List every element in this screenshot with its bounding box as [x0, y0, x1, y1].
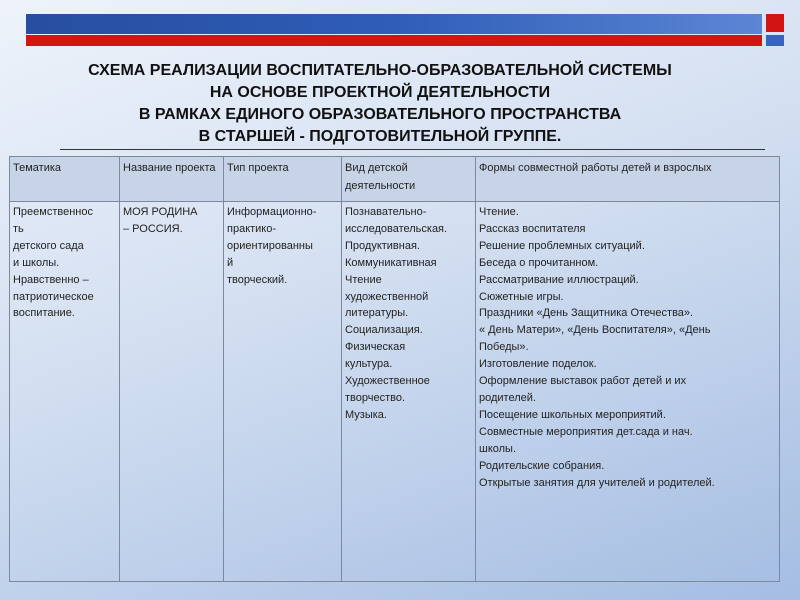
text-line: Оформление выставок работ детей и их [479, 375, 687, 388]
text-line: Посещение школьных мероприятий. [479, 408, 666, 421]
text-line: Социализация. [345, 324, 423, 337]
text-line: литературы. [345, 307, 409, 320]
top-red-bar [26, 35, 762, 46]
text-line: практико- [227, 222, 277, 235]
text-line: Изготовление поделок. [479, 358, 597, 371]
header-activity-type: Вид детской деятельности [342, 157, 476, 202]
text-line: патриотическое [13, 290, 94, 303]
title-line-2: НА ОСНОВЕ ПРОЕКТНОЙ ДЕЯТЕЛЬНОСТИ [209, 84, 551, 101]
text-line: Нравственно – [13, 273, 89, 286]
corner-red-square [766, 14, 784, 32]
text-line: Познавательно- [345, 206, 427, 218]
corner-blue-square [766, 35, 784, 46]
text-line: Преемственнос [13, 206, 93, 218]
cell-topic [10, 202, 120, 582]
slide-title [0, 60, 760, 148]
title-line-3: В РАМКАХ ЕДИНОГО ОБРАЗОВАТЕЛЬНОГО ПРОСТРАНСТВА [138, 106, 622, 123]
cell-activity-type [342, 202, 476, 582]
text-line: Продуктивная. [345, 239, 420, 252]
text-line: художественной [345, 290, 429, 303]
text-line: Сюжетные игры. [479, 290, 564, 303]
header-topic: Тематика [10, 157, 120, 202]
text-line: ориентированны [227, 239, 313, 252]
text-line: Беседа о прочитанном. [479, 256, 599, 269]
text-line: культура. [345, 358, 393, 371]
header-project-type: Тип проекта [224, 157, 342, 202]
text-line: « День Матери», «День Воспитателя», «День [479, 324, 711, 337]
text-line: Рассказ воспитателя [479, 222, 586, 235]
text-line: МОЯ РОДИНА [123, 206, 198, 218]
text-line: ть [13, 222, 24, 235]
text-line: и школы. [13, 256, 60, 269]
cell-project-type [224, 202, 342, 582]
title-divider [60, 149, 765, 150]
text-line: творчество. [345, 391, 406, 404]
text-line: Музыка. [345, 408, 387, 421]
text-line: Решение проблемных ситуаций. [479, 239, 645, 252]
top-blue-bar [26, 14, 762, 34]
text-line: Открытые занятия для учителей и родителей. [479, 476, 715, 489]
header-work-forms: Формы совместной работы детей и взрослых [476, 157, 780, 202]
text-line: детского сада [13, 239, 84, 252]
text-line: Информационно- [227, 206, 317, 218]
text-line: родителей. [479, 391, 536, 404]
text-line: Победы». [479, 341, 529, 354]
text-line: Родительские собрания. [479, 459, 605, 472]
cell-project-name [120, 202, 224, 582]
text-line: й [227, 256, 234, 269]
project-table [9, 156, 780, 582]
title-line-4: В СТАРШЕЙ - ПОДГОТОВИТЕЛЬНОЙ ГРУППЕ. [198, 128, 562, 145]
text-line: Праздники «День Защитника Отечества». [479, 307, 694, 320]
text-line: Рассматривание иллюстраций. [479, 273, 639, 286]
title-line-1: СХЕМА РЕАЛИЗАЦИИ ВОСПИТАТЕЛЬНО-ОБРАЗОВАТЕЛЬНОЙ СИСТЕМЫ [88, 62, 672, 79]
cell-work-forms [476, 202, 780, 582]
text-line: – РОССИЯ. [123, 222, 183, 235]
header-project-name: Название проекта [120, 157, 224, 202]
text-line: Физическая [345, 341, 406, 354]
table-row [10, 202, 780, 582]
text-line: творческий. [227, 273, 288, 286]
text-line: Совместные мероприятия дет.сада и нач. [479, 425, 693, 438]
table-header-row [10, 157, 780, 202]
text-line: исследовательская. [345, 222, 448, 235]
text-line: Чтение. [479, 206, 519, 218]
text-line: Коммуникативная [345, 256, 437, 269]
text-line: школы. [479, 442, 517, 455]
text-line: Художественное [345, 375, 430, 388]
text-line: воспитание. [13, 307, 75, 320]
text-line: Чтение [345, 273, 382, 286]
